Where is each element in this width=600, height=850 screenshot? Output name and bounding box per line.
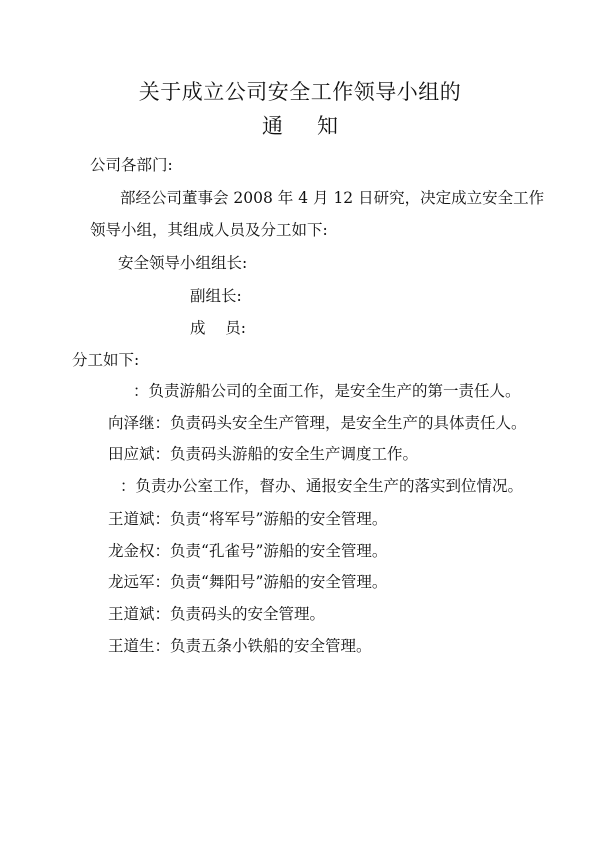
duty-text: ：负责“将军号”游船的安全管理。 [154,510,388,528]
deputy-leader-label: 副组长: [190,287,242,305]
duty-text: ：负责“孔雀号”游船的安全管理。 [154,542,388,560]
duty-item-4 [120,476,523,496]
division-heading: 分工如下: [72,351,140,369]
duty-text: ：负责码头的安全管理。 [154,605,326,623]
intro-line-1: 部经公司董事会 2008 年 4 月 12 日研究，决定成立安全工作 [120,189,545,207]
duty-person-name: 向泽继 [108,414,155,432]
leader-label: 安全领导小组组长: [118,254,248,272]
notice-title-word: 通知 [262,114,372,138]
duty-text: ：负责码头游船的安全生产调度工作。 [154,445,419,463]
duty-item-3 [108,444,418,464]
notice-title: 关于成立公司安全工作领导小组的 [138,80,462,104]
duty-person-name: 田应斌 [108,445,155,463]
member-label: 成 员: [190,319,246,337]
duty-item-8 [108,604,325,624]
duty-item-5 [108,509,387,529]
duty-person-name: 王道生 [108,637,155,655]
duty-item-9 [108,636,372,656]
duty-item-2 [108,413,527,433]
duty-text: ：负责码头安全生产管理，是安全生产的具体责任人。 [154,414,527,432]
duty-item-6 [108,541,387,561]
duty-person-name: 龙远军 [108,573,155,591]
duty-person-name: 龙金权 [108,542,155,560]
duty-text: ：负责办公室工作，督办、通报安全生产的落实到位情况。 [120,477,524,495]
duty-item-7 [108,572,387,592]
duty-text: ：负责“舞阳号”游船的安全管理。 [154,573,388,591]
duty-item-1 [133,381,521,401]
salutation: 公司各部门: [90,156,173,174]
duty-person-name: 王道斌 [108,605,155,623]
duty-person-name: 王道斌 [108,510,155,528]
duty-text: ：负责五条小铁船的安全管理。 [154,637,372,655]
duty-text: ：负责游船公司的全面工作，是安全生产的第一责任人。 [133,382,521,400]
intro-line-2: 领导小组，其组成人员及分工如下: [90,221,328,239]
